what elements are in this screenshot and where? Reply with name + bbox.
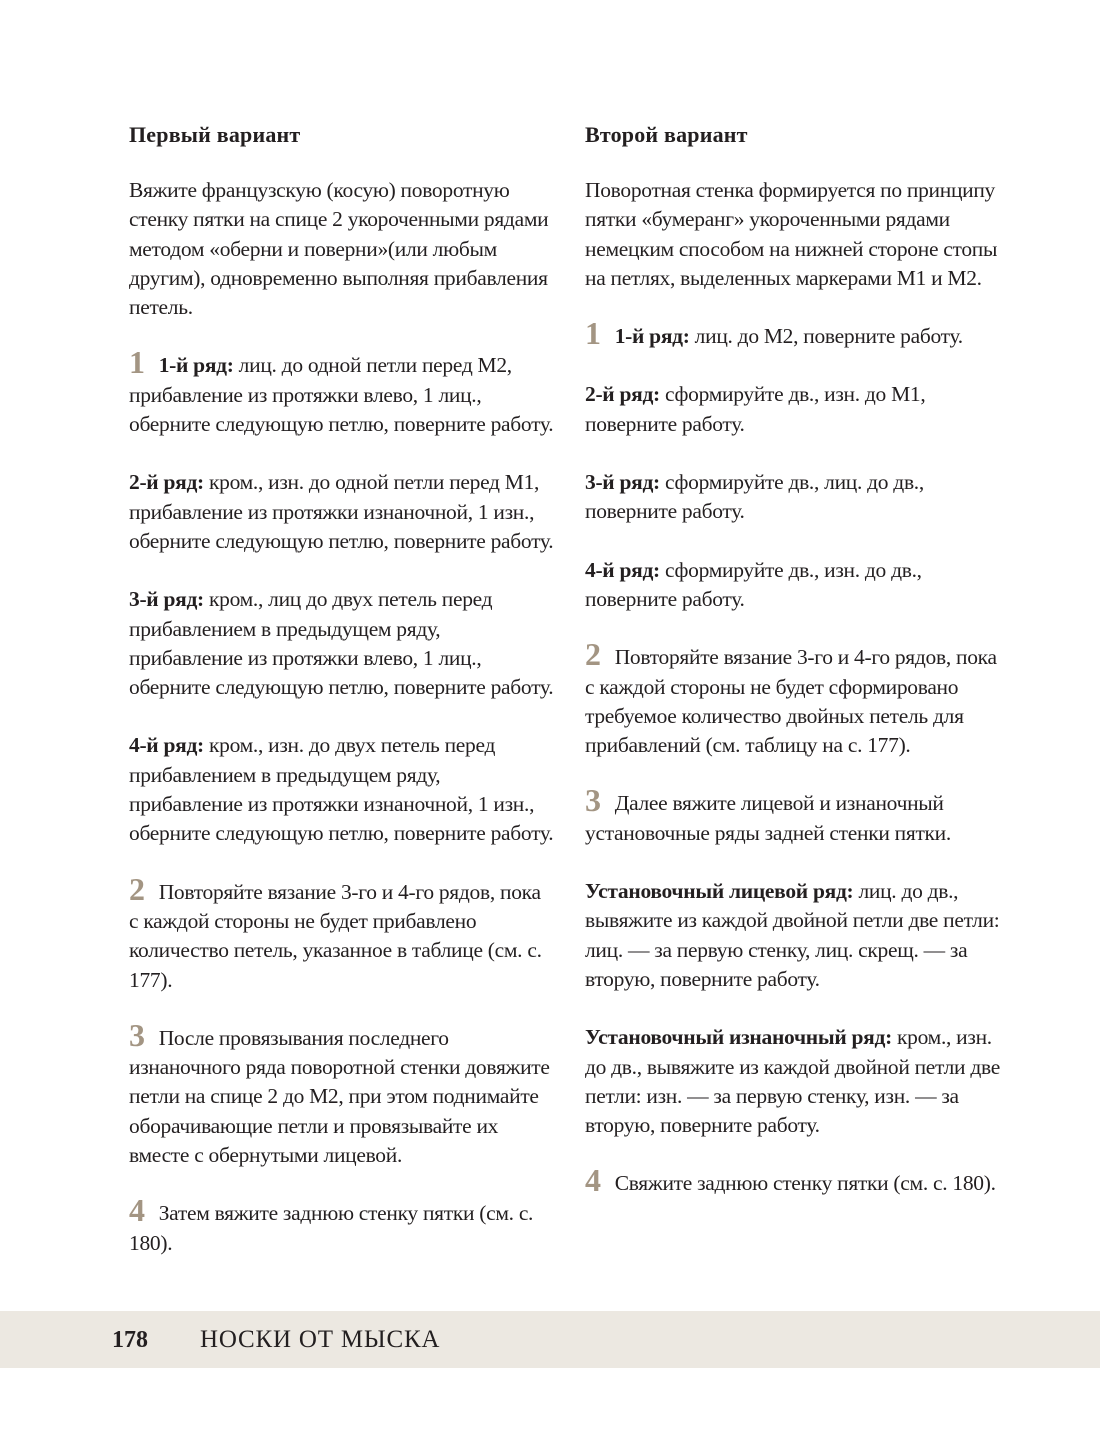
row-label: 2-й ряд: <box>129 470 204 495</box>
variant-two-step2 <box>585 636 1010 760</box>
page-number: 178 <box>112 1327 148 1353</box>
step-number-1: 1 <box>585 315 601 352</box>
row-label: 1-й ряд: <box>614 324 690 349</box>
row-label: 3-й ряд: <box>129 587 204 612</box>
step-number-2: 2 <box>129 870 145 907</box>
row-label: 4-й ряд: <box>129 733 204 758</box>
variant-one-step1-row2 <box>129 468 554 556</box>
step-number-4: 4 <box>129 1192 145 1229</box>
variant-two-step1-row3 <box>585 468 1010 527</box>
step-text: Свяжите заднюю стенку пятки (см. с. 180). <box>614 1171 996 1196</box>
step-text: После провязывания последнего изнаночного ряда поворотной стенки довяжите петли на спице 2 до М2, при этом поднимайте оборачивающие петли и провязывайте их вместе с обернутыми лицевой. <box>129 1025 550 1168</box>
variant-two-step4 <box>585 1162 1010 1199</box>
row-label: 2-й ряд: <box>585 382 660 407</box>
row-label: 4-й ряд: <box>585 557 660 582</box>
step-text: Повторяйте вязание 3-го и 4-го рядов, пока с каждой стороны не будет сформировано требуемое количество двойных петель для прибавлений (см. таблицу на с. 177). <box>585 645 997 758</box>
step-text: Затем вяжите заднюю стенку пятки (см. с. 180). <box>129 1201 534 1255</box>
chapter-title: НОСКИ ОТ МЫСКА <box>200 1326 441 1353</box>
step-number-2: 2 <box>585 636 601 673</box>
step-number-1: 1 <box>129 344 145 381</box>
step-number-4: 4 <box>585 1162 601 1199</box>
setup-knit-row <box>585 877 1010 994</box>
variant-one-step2 <box>129 870 554 995</box>
row-label: 3-й ряд: <box>585 470 660 495</box>
row-text: кром., изн. до двух петель перед прибавлением в предыдущем ряду, прибавление из протяжки изнаночной, 1 изн., оберните следующую петлю, поверните работу. <box>129 733 554 846</box>
left-column <box>129 120 554 1287</box>
step-text: Повторяйте вязание 3-го и 4-го рядов, пока с каждой стороны не будет прибавлено количество петель, указанное в таблице (см. с. 177). <box>129 879 542 992</box>
variant-one-step1-row4 <box>129 731 554 848</box>
row-text: сформируйте дв., изн. до дв., поверните работу. <box>585 557 922 611</box>
row-text: сформируйте дв., изн. до М1, поверните работу. <box>585 382 926 436</box>
variant-two-step1-row1 <box>585 315 1010 352</box>
row-text: кром., изн. до одной петли перед М1, прибавление из протяжки изнаночной, 1 изн., оберните следующую петлю, поверните работу. <box>129 470 554 553</box>
variant-one-heading: Первый вариант <box>129 122 301 147</box>
row-text: кром., изн. до дв., вывяжите из каждой двойной петли две петли: изн. — за первую стенку, изн. — за вторую, поверните работу. <box>585 1025 1000 1138</box>
variant-two-heading: Второй вариант <box>585 122 748 147</box>
variant-one-intro: Вяжите французскую (косую) поворотную стенку пятки на спице 2 укороченными рядами методом «оберни и поверни»(или любым другим), одновременно выполняя прибавления петель. <box>129 178 549 320</box>
row-label: Установочный лицевой ряд: <box>585 879 854 904</box>
row-label: 1-й ряд: <box>158 353 234 378</box>
variant-one-step4 <box>129 1192 554 1258</box>
step-number-3: 3 <box>129 1016 145 1053</box>
row-text: кром., лиц до двух петель перед прибавлением в предыдущем ряду, прибавление из протяжки влево, 1 лиц., оберните следующую петлю, поверните работу. <box>129 587 554 700</box>
step-text: Далее вяжите лицевой и изнаночный установочные ряды задней стенки пятки. <box>585 791 951 845</box>
setup-purl-row <box>585 1023 1010 1140</box>
page-footer <box>0 1311 1100 1368</box>
step-number-3: 3 <box>585 782 601 819</box>
row-text: лиц. до дв., вывяжите из каждой двойной петли две петли: лиц. — за первую стенку, лиц. скрещ. — за вторую, поверните работу. <box>585 879 1000 991</box>
row-text: сформируйте дв., лиц. до дв., поверните работу. <box>585 470 924 524</box>
variant-one-step1-row1 <box>129 344 554 439</box>
variant-two-step3 <box>585 782 1010 848</box>
right-column <box>585 120 1010 1228</box>
variant-two-step1-row4 <box>585 556 1010 615</box>
variant-one-step1-row3 <box>129 585 554 702</box>
variant-two-step1-row2 <box>585 380 1010 439</box>
row-text: лиц. до одной петли перед М2, прибавление из протяжки влево, 1 лиц., оберните следующую петлю, поверните работу. <box>129 353 554 437</box>
variant-one-step3 <box>129 1016 554 1170</box>
row-label: Установочный изнаночный ряд: <box>585 1025 892 1050</box>
variant-two-intro: Поворотная стенка формируется по принципу пятки «бумеранг» укороченными рядами немецким способом на нижней стороне стопы на петлях, выделенных маркерами М1 и М2. <box>585 178 998 290</box>
row-text: лиц. до М2, поверните работу. <box>689 324 963 349</box>
